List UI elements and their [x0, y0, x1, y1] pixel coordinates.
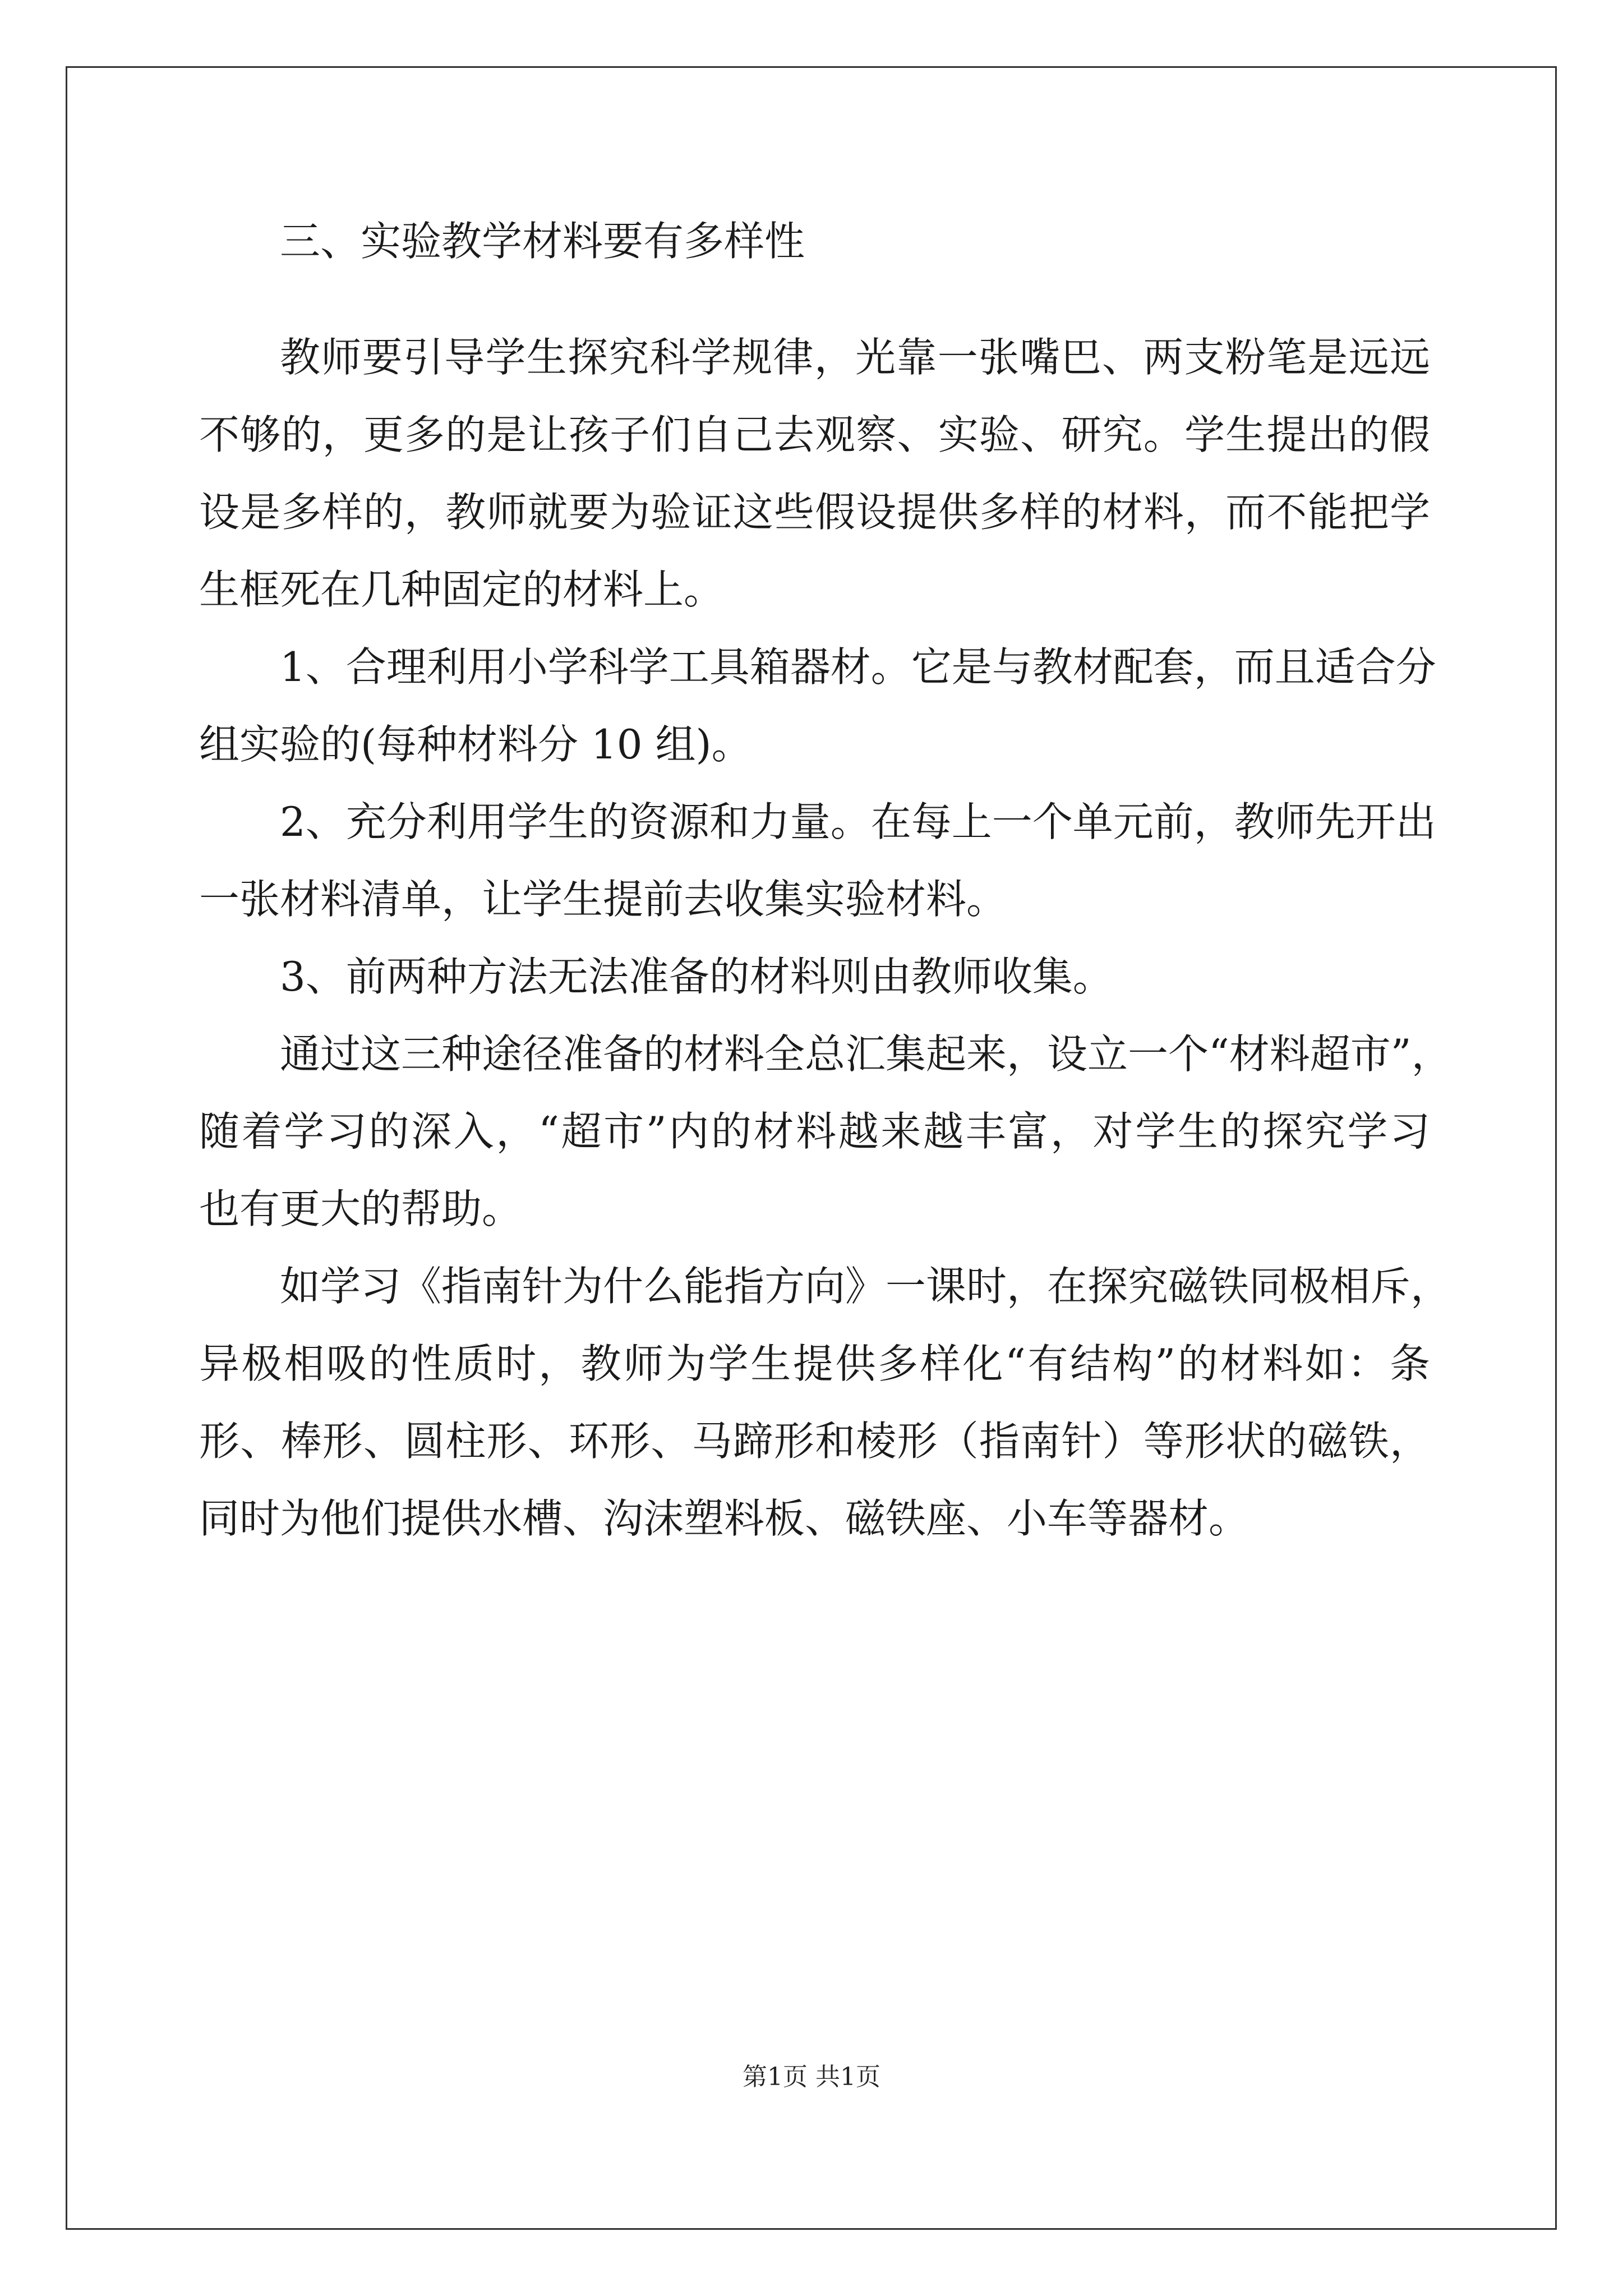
- paragraph-3-line-2: 异极相吸的性质时，教师为学生提供多样化“有结构”的材料如：条: [199, 1340, 1430, 1387]
- item-1-line-1: 1、合理利用小学科学工具箱器材。它是与教材配套，而且适合分: [280, 643, 1436, 691]
- paragraph-1-line-3: 设是多样的，教师就要为验证这些假设提供多样的材料，而不能把学: [199, 489, 1430, 536]
- item-1-line-2: 组实验的(每种材料分 10 组)。: [199, 721, 752, 768]
- paragraph-2-line-3: 也有更大的帮助。: [199, 1185, 523, 1232]
- paragraph-1-line-1: 教师要引导学生探究科学规律，光靠一张嘴巴、两支粉笔是远远: [280, 334, 1430, 381]
- item-3-line-1: 3、前两种方法无法准备的材料则由教师收集。: [280, 953, 1113, 1000]
- paragraph-3-line-3: 形、棒形、圆柱形、环形、马蹄形和棱形（指南针）等形状的磁铁，: [199, 1418, 1430, 1465]
- paragraph-2-line-1: 通过这三种途径准备的材料全总汇集起来，设立一个“材料超市”，: [280, 1030, 1452, 1078]
- paragraph-3-line-4: 同时为他们提供水槽、沟沫塑料板、磁铁座、小车等器材。: [199, 1495, 1249, 1542]
- paragraph-3-line-1: 如学习《指南针为什么能指方向》一课时，在探究磁铁同极相斥，: [280, 1263, 1451, 1310]
- section-heading: 三、实验教学材料要有多样性: [280, 218, 805, 265]
- paragraph-2-line-2: 随着学习的深入，“超市”内的材料越来越丰富，对学生的探究学习: [199, 1108, 1430, 1155]
- item-2-line-1: 2、充分利用学生的资源和力量。在每上一个单元前，教师先开出: [280, 798, 1436, 845]
- page-footer: 第1页 共1页: [743, 2063, 880, 2091]
- paragraph-1-line-2: 不够的，更多的是让孩子们自己去观察、实验、研究。学生提出的假: [199, 411, 1430, 458]
- item-2-line-2: 一张材料清单，让学生提前去收集实验材料。: [199, 876, 1007, 923]
- paragraph-1-line-4: 生框死在几种固定的材料上。: [199, 566, 725, 613]
